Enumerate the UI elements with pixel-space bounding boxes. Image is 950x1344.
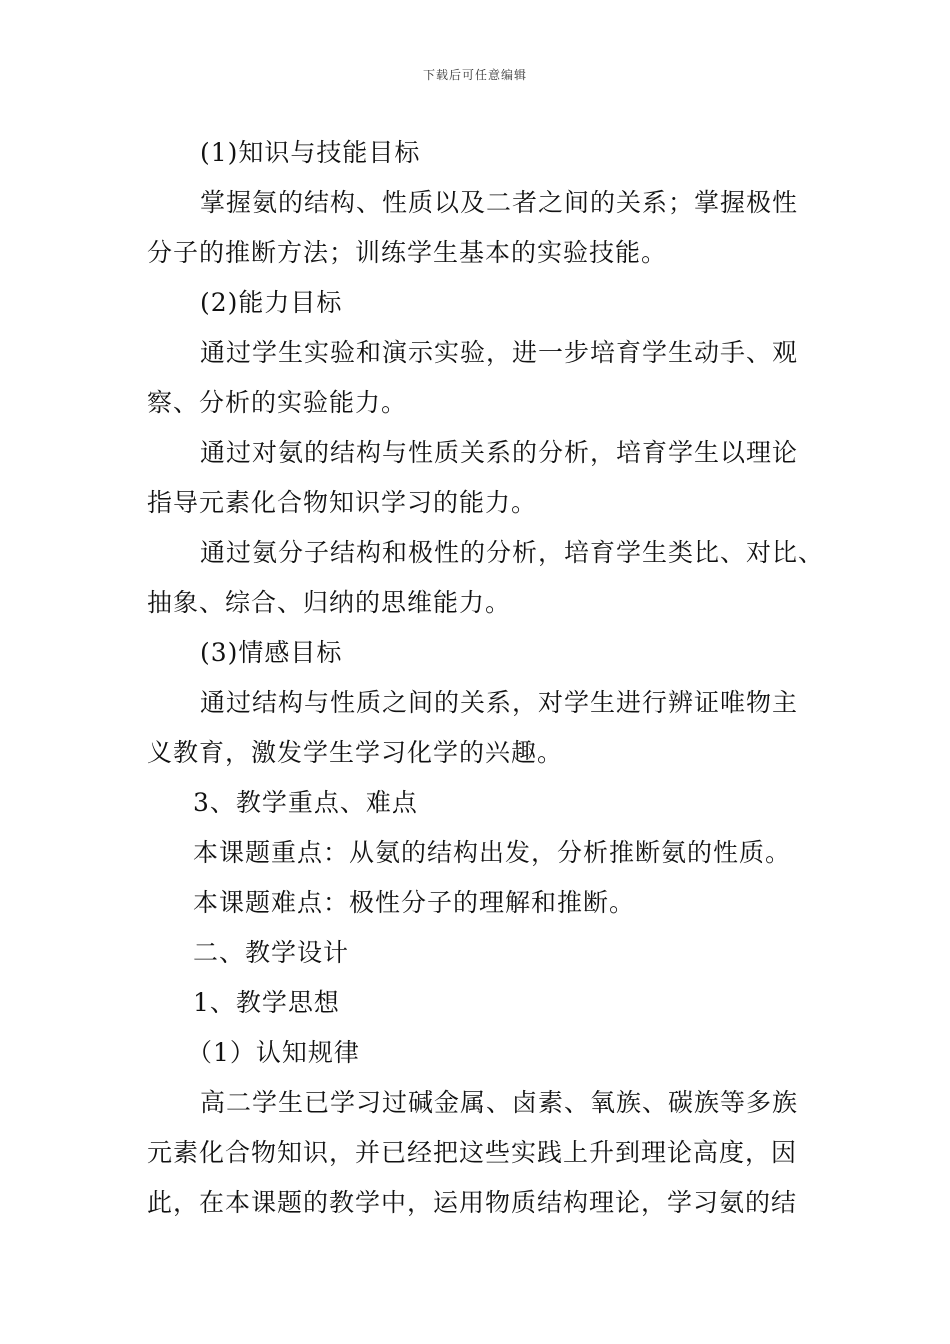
paragraph-line: 本课题重点：从氨的结构出发，分析推断氨的性质。 <box>193 838 792 867</box>
paragraph-line: 本课题难点：极性分子的理解和推断。 <box>193 888 636 917</box>
paragraph-line: 元素化合物知识，并已经把这些实践上升到理论高度，因 <box>147 1138 798 1167</box>
paragraph-line: 分子的推断方法；训练学生基本的实验技能。 <box>147 238 668 267</box>
document-body <box>147 128 825 1228</box>
section-heading-teaching-design: 二、教学设计 <box>193 938 350 967</box>
paragraph-line: 义教育，激发学生学习化学的兴趣。 <box>147 738 564 767</box>
paragraph-line: 抽象、综合、归纳的思维能力。 <box>147 588 512 617</box>
paragraph-line: 通过对氨的结构与性质关系的分析，培育学生以理论 <box>200 438 799 467</box>
paragraph-line: 通过氨分子结构和极性的分析，培育学生类比、对比、 <box>200 538 825 567</box>
subheading-ability-goals: (2)能力目标 <box>200 288 343 317</box>
paragraph-line: 掌握氨的结构、性质以及二者之间的关系；掌握极性 <box>200 188 799 217</box>
page-header: 下载后可任意编辑 <box>422 68 527 82</box>
subheading-knowledge-goals: (1)知识与技能目标 <box>200 138 421 167</box>
section-heading-key-points: 3、教学重点、难点 <box>193 788 418 817</box>
paragraph-line: 通过结构与性质之间的关系，对学生进行辨证唯物主 <box>200 688 799 717</box>
paragraph-line: 此，在本课题的教学中，运用物质结构理论，学习氨的结 <box>147 1188 798 1217</box>
paragraph-line: 通过学生实验和演示实验，进一步培育学生动手、观 <box>200 338 799 367</box>
paragraph-line: 察、分析的实验能力。 <box>147 388 408 417</box>
subheading-emotion-goals: (3)情感目标 <box>200 638 343 667</box>
section-heading-teaching-thought: 1、教学思想 <box>193 988 340 1017</box>
paragraph-line: 指导元素化合物知识学习的能力。 <box>147 488 538 517</box>
paragraph-line: 高二学生已学习过碱金属、卤素、氧族、碳族等多族 <box>200 1088 799 1117</box>
subheading-cognitive-law: （1）认知规律 <box>187 1038 360 1067</box>
